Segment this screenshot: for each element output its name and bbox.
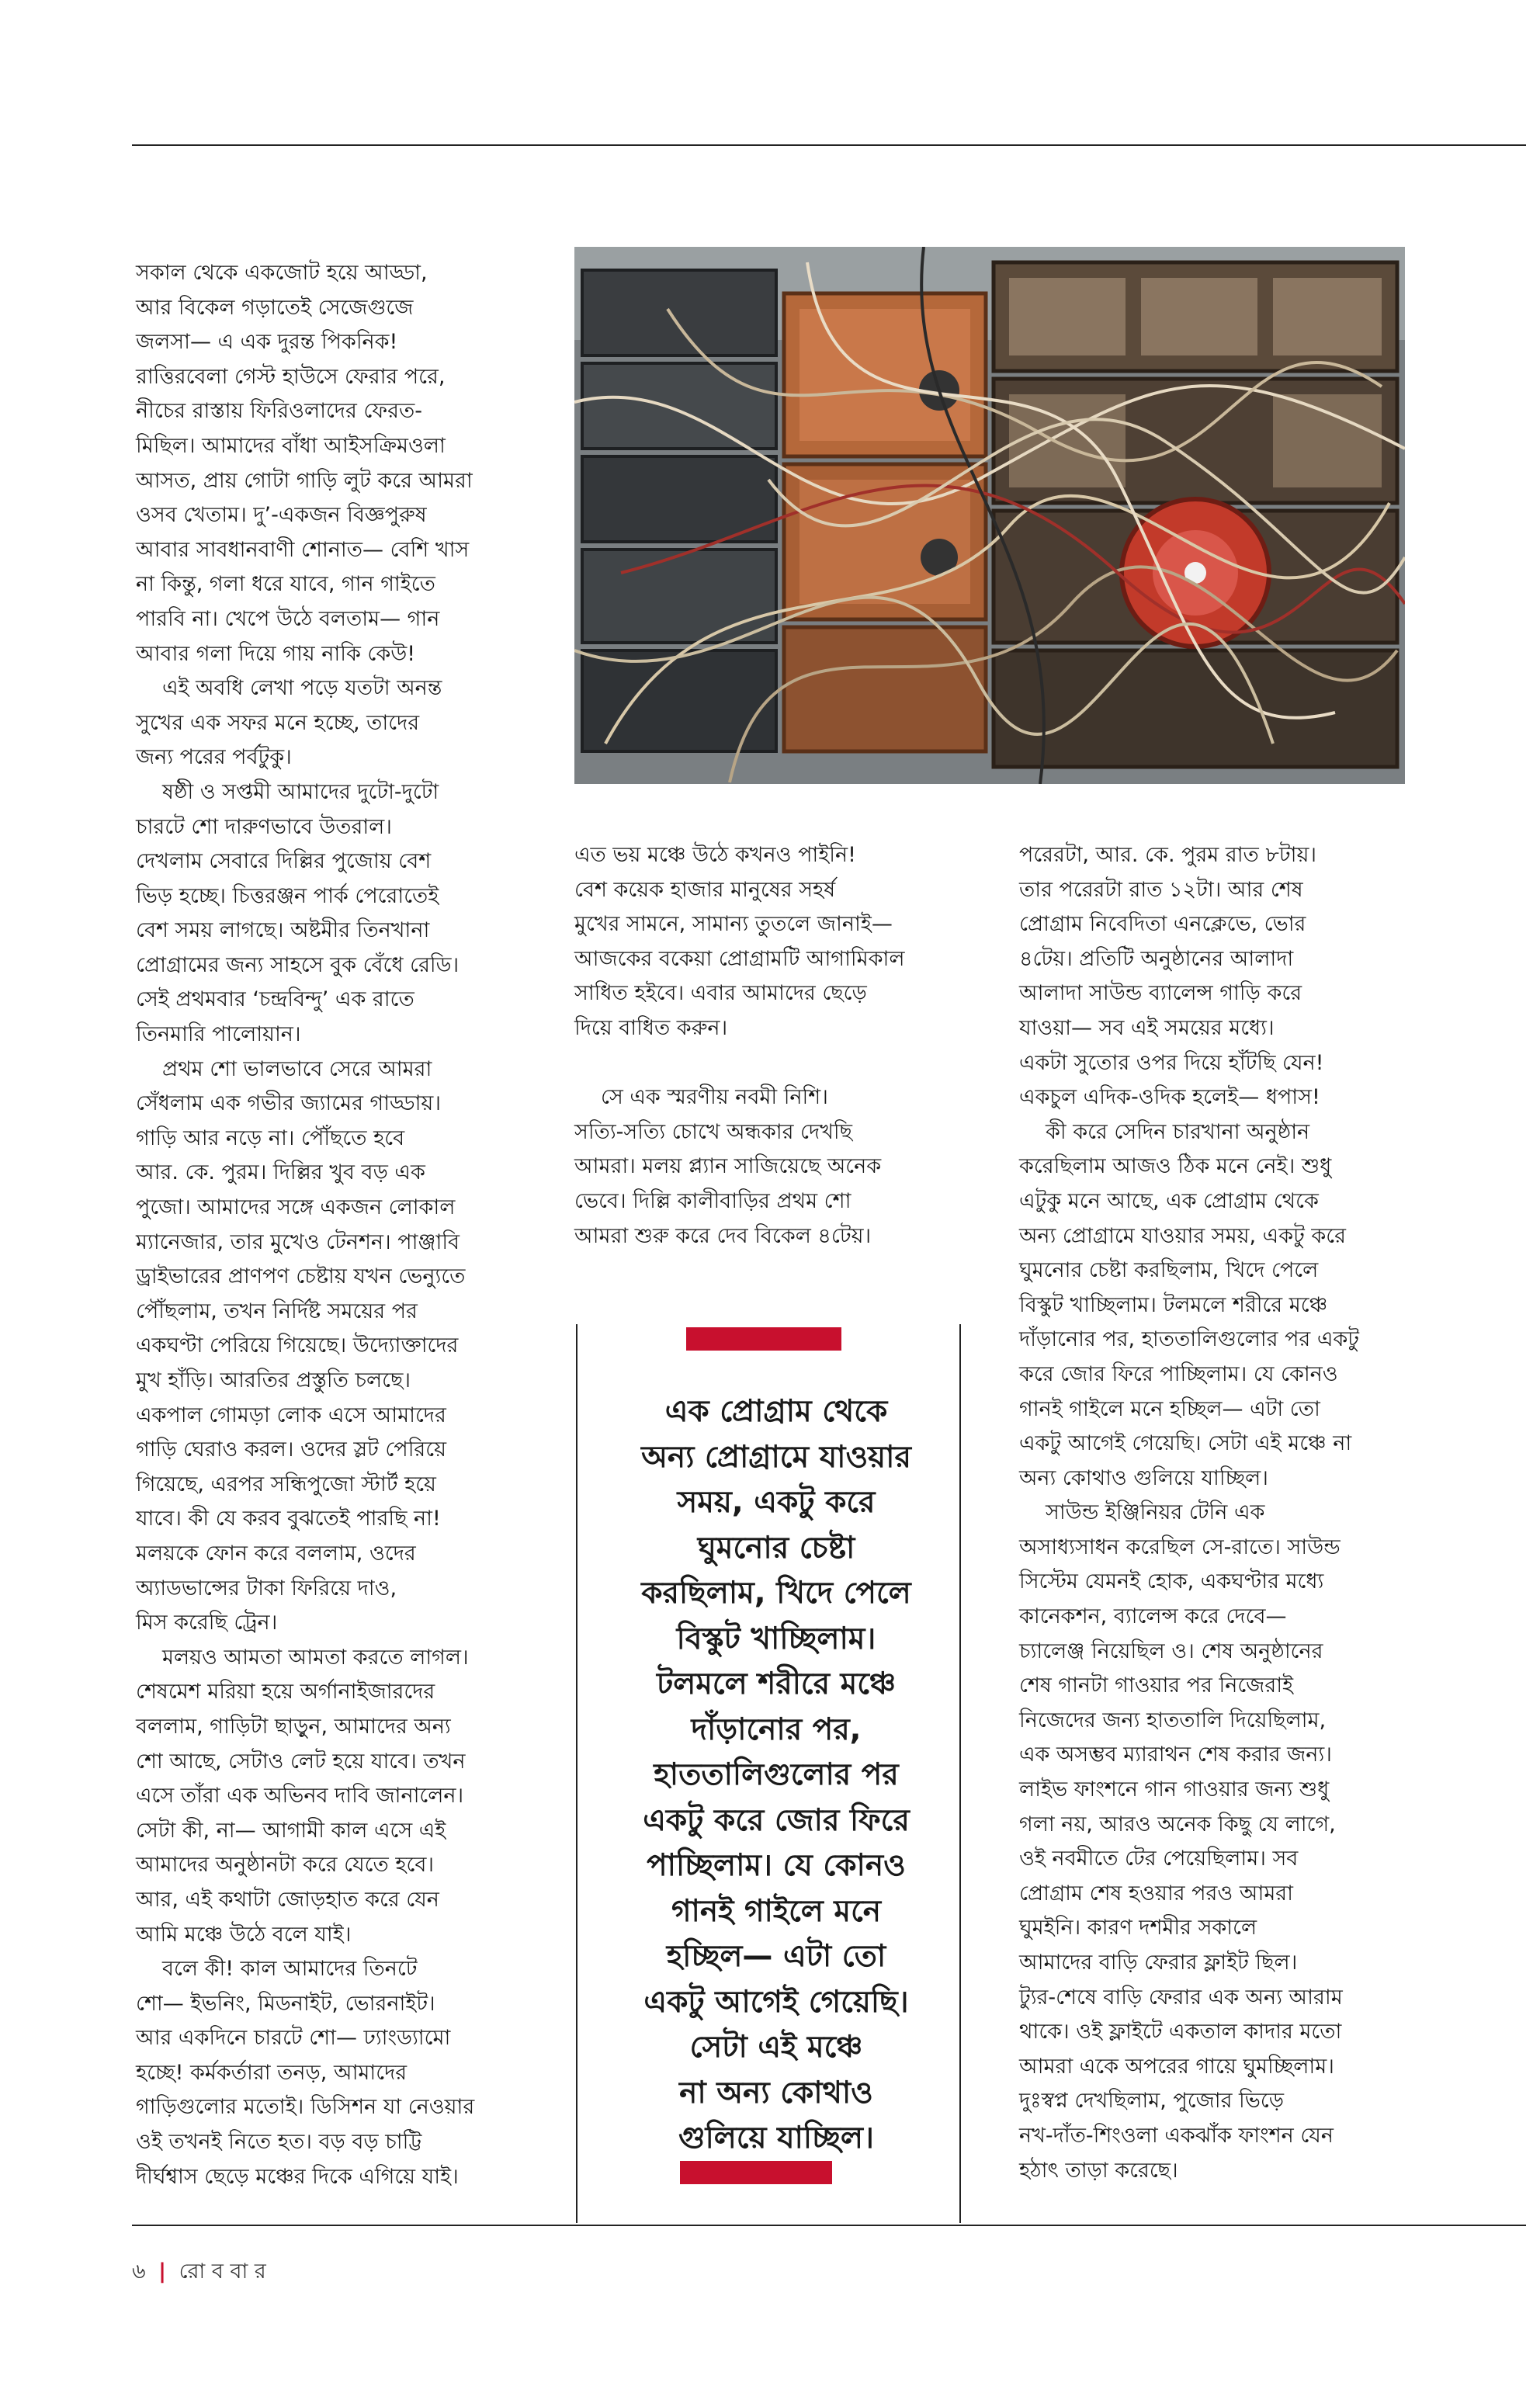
- page-footer: [132, 2256, 266, 2291]
- text-line: মুখ হাঁড়ি। আরতির প্রস্তুতি চলছে।: [136, 1368, 411, 1392]
- text-line: হঠাৎ তাড়া করেছে।: [1019, 2158, 1178, 2183]
- text-line: এত ভয় মঞ্চে উঠে কখনও পাইনি!: [574, 843, 856, 867]
- text-line: চ্যালেঞ্জ নিয়েছিল ও। শেষ অনুষ্ঠানের: [1019, 1639, 1323, 1663]
- pull-quote-line: ঘুমনোর চেষ্টা: [697, 1530, 855, 1566]
- pull-quote-line: সেটা এই মঞ্চে: [689, 2030, 863, 2065]
- text-line: একচুল এদিক-ওদিক হলেই— ধপাস!: [1019, 1085, 1320, 1110]
- text-line: বিস্কুট খাচ্ছিলাম। টলমলে শরীরে মঞ্চে: [1019, 1292, 1328, 1317]
- pull-quote-line: হাততালিগুলোর পর: [654, 1757, 899, 1792]
- text-line: করেছিলাম আজও ঠিক মনে নেই। শুধু: [1019, 1154, 1332, 1179]
- text-line: ওই তখনই নিতে হত। বড় বড় চাট্টি: [136, 2130, 422, 2155]
- text-line: দুঃস্বপ্ন দেখছিলাম, পুজোর ভিড়ে: [1019, 2089, 1284, 2114]
- text-line: আর, এই কথাটা জোড়হাত করে যেন: [136, 1887, 439, 1912]
- text-line: আমি মঞ্চে উঠে বলে যাই।: [136, 1922, 352, 1947]
- text-line: না কিন্তু, গলা ধরে যাবে, গান গাইতে: [136, 572, 435, 597]
- text-line: আলাদা সাউন্ড ব্যালেন্স গাড়ি করে: [1019, 981, 1302, 1006]
- text-line: দিয়ে বাধিত করুন।: [574, 1015, 728, 1040]
- text-line: বেশ সময় লাগছে। অষ্টমীর তিনখানা: [136, 918, 430, 943]
- text-line: প্রোগ্রাম শেষ হওয়ার পরও আমরা: [1019, 1881, 1293, 1906]
- pull-quote-line: দাঁড়ানোর পর,: [691, 1712, 862, 1747]
- text-line: নীচের রাস্তায় ফিরিওলাদের ফেরত-: [136, 399, 422, 424]
- text-line: অসাধ্যসাধন করেছিল সে-রাতে। সাউন্ড: [1019, 1535, 1341, 1559]
- bottom-rule: [132, 2225, 1526, 2226]
- text-line: মলয়ও আমতা আমতা করতে লাগল।: [162, 1645, 469, 1670]
- text-line: ওসব খেতাম। দু’-একজন বিজ্ঞপুরুষ: [136, 503, 427, 528]
- text-line: মলয়কে ফোন করে বললাম, ওদের: [136, 1541, 416, 1566]
- text-line: নখ-দাঁত-শিংওলা একঝাঁক ফাংশন যেন: [1019, 2123, 1334, 2148]
- text-line: একটা সুতোর ওপর দিয়ে হাঁটছি যেন!: [1019, 1050, 1324, 1075]
- text-line: তার পরেরটা রাত ১২টা। আর শেষ: [1019, 877, 1303, 902]
- text-line: গলা নয়, আরও অনেক কিছু যে লাগে,: [1019, 1812, 1336, 1836]
- text-line: সেটা কী, না— আগামী কাল এসে এই: [136, 1818, 446, 1843]
- right-column: [1019, 838, 1359, 2188]
- text-line: দীর্ঘশ্বাস ছেড়ে মঞ্চের দিকে এগিয়ে যাই।: [136, 2164, 459, 2189]
- text-line: অন্য কোথাও গুলিয়ে যাচ্ছিল।: [1019, 1465, 1268, 1490]
- text-line: প্রথম শো ভালভাবে সেরে আমরা: [162, 1056, 432, 1081]
- text-line: জন্য পরের পর্বটুকু।: [136, 745, 292, 770]
- pull-quote-line: সময়, একটু করে: [677, 1485, 876, 1520]
- text-line: বললাম, গাড়িটা ছাড়ুন, আমাদের অন্য: [136, 1714, 451, 1739]
- text-line: সত্যি-সত্যি চোখে অন্ধকার দেখছি: [574, 1119, 853, 1144]
- text-line: একপাল গোমড়া লোক এসে আমাদের: [136, 1403, 446, 1427]
- text-line: জলসা— এ এক দুরন্ত পিকনিক!: [136, 330, 398, 355]
- text-line: আর. কে. পুরম। দিল্লির খুব বড় এক: [136, 1160, 425, 1185]
- text-line: চারটে শো দারুণভাবে উতরাল।: [136, 814, 392, 839]
- text-line: গানই গাইলে মনে হচ্ছিল— এটা তো: [1019, 1396, 1320, 1421]
- pullquote-bottom-bar: [680, 2161, 832, 2184]
- text-line: হচ্ছে! কর্মকর্তারা তনড়, আমাদের: [136, 2060, 408, 2085]
- text-line: গাড়িগুলোর মতোই। ডিসিশন যা নেওয়ার: [136, 2095, 475, 2120]
- text-line: অ্যাডভান্সের টাকা ফিরিয়ে দাও,: [136, 1576, 397, 1601]
- pull-quote-line: অন্য প্রোগ্রামে যাওয়ার: [641, 1439, 911, 1475]
- text-line: ভেবে। দিল্লি কালীবাড়ির প্রথম শো: [574, 1188, 852, 1213]
- text-line: আসত, প্রায় গোটা গাড়ি লুট করে আমরা: [136, 468, 473, 493]
- text-line: ট্যুর-শেষে বাড়ি ফেরার এক অন্য আরাম: [1019, 1985, 1343, 2010]
- text-line: নিজেদের জন্য হাততালি দিয়েছিলাম,: [1019, 1708, 1327, 1732]
- middle-column: [574, 838, 904, 1254]
- text-line: আজকের বকেয়া প্রোগ্রামটি আগামিকাল: [574, 946, 905, 971]
- text-line: মিছিল। আমাদের বাঁধা আইসক্রিমওলা: [136, 433, 446, 458]
- text-line: অন্য প্রোগ্রামে যাওয়ার সময়, একটু করে: [1019, 1223, 1346, 1248]
- text-line: আমরা শুরু করে দেব বিকেল ৪টেয়।: [574, 1223, 872, 1248]
- text-line: সিস্টেম যেমনই হোক, একঘণ্টার মধ্যে: [1019, 1569, 1324, 1594]
- text-line: বেশ কয়েক হাজার মানুষের সহর্ষ: [574, 877, 836, 902]
- text-line: ঘুমইনি। কারণ দশমীর সকালে: [1019, 1916, 1257, 1940]
- pull-quote-line: এক প্রোগ্রাম থেকে: [664, 1394, 888, 1429]
- text-line: সুখের এক সফর মনে হচ্ছে, তাদের: [136, 710, 420, 735]
- text-line: আবার গলা দিয়ে গায় নাকি কেউ!: [136, 641, 416, 666]
- text-line: সকাল থেকে একজোট হয়ে আড্ডা,: [136, 261, 428, 285]
- text-line: [574, 1046, 904, 1081]
- left-column: [136, 256, 474, 2194]
- text-line: পরেরটা, আর. কে. পুরম রাত ৮টায়।: [1019, 843, 1317, 867]
- text-line: পৌঁছলাম, তখন নির্দিষ্ট সময়ের পর: [136, 1299, 418, 1323]
- pull-quote-line: একটু আগেই গেয়েছি।: [643, 1984, 909, 2020]
- text-line: আমরা একে অপরের গায়ে ঘুমচ্ছিলাম।: [1019, 2054, 1334, 2079]
- text-line: এটুকু মনে আছে, এক প্রোগ্রাম থেকে: [1019, 1188, 1319, 1213]
- text-line: ম্যানেজার, তার মুখেও টেনশন। পাঞ্জাবি: [136, 1229, 460, 1254]
- pull-quote-line: না অন্য কোথাও: [679, 2075, 873, 2110]
- text-line: দেখলাম সেবারে দিল্লির পুজোয় বেশ: [136, 849, 432, 874]
- text-line: তিনমারি পালোয়ান।: [136, 1022, 301, 1047]
- text-line: সাউন্ড ইঞ্জিনিয়র টেনি এক: [1046, 1500, 1265, 1525]
- text-line: গিয়েছে, এরপর সন্ধিপুজো স্টার্ট হয়ে: [136, 1472, 436, 1496]
- text-line: এক অসম্ভব ম্যারাথন শেষ করার জন্য।: [1019, 1743, 1332, 1767]
- text-line: শো— ইভনিং, মিডনাইট, ভোরনাইট।: [136, 1991, 435, 2016]
- text-line: সাধিত হইবে। এবার আমাদের ছেড়ে: [574, 981, 867, 1006]
- text-line: ৪টেয়। প্রতিটি অনুষ্ঠানের আলাদা: [1019, 946, 1294, 971]
- pullquote-left-rule: [576, 1324, 578, 2223]
- text-line: প্রোগ্রাম নিবেদিতা এনক্লেভে, ভোর: [1019, 912, 1306, 937]
- sound-equipment-photo: [574, 247, 1405, 784]
- text-line: সেই প্রথমবার ‘চন্দ্রবিন্দু’ এক রাতে: [136, 987, 414, 1012]
- text-line: প্রোগ্রামের জন্য সাহসে বুক বেঁধে রেডি।: [136, 952, 460, 977]
- text-line: আমরা। মলয় প্ল্যান সাজিয়েছে অনেক: [574, 1154, 882, 1179]
- footer-separator: |: [158, 2259, 167, 2284]
- text-line: আর একদিনে চারটে শো— ঢ্যাংড্যামো: [136, 2026, 451, 2051]
- text-line: আমাদের অনুষ্ঠানটা করে যেতে হবে।: [136, 1853, 435, 1878]
- pull-quote-line: বিস্কুট খাচ্ছিলাম।: [676, 1621, 876, 1656]
- text-line: ঘুমনোর চেষ্টা করছিলাম, খিদে পেলে: [1019, 1258, 1319, 1283]
- pull-quote-line: করছিলাম, খিদে পেলে: [641, 1576, 911, 1611]
- pullquote-top-bar: [686, 1327, 841, 1351]
- pull-quote-line: গুলিয়ে যাচ্ছিল।: [678, 2121, 874, 2155]
- text-line: সেঁধলাম এক গভীর জ্যামের গাড্ডায়।: [136, 1091, 441, 1116]
- text-line: ড্রাইভারের প্রাণপণ চেষ্টায় যখন ভেন্যুতে: [136, 1264, 466, 1289]
- text-line: যাবে। কী যে করব বুঝতেই পারছি না!: [136, 1507, 441, 1531]
- text-line: কী করে সেদিন চারখানা অনুষ্ঠান: [1046, 1119, 1310, 1144]
- text-line: এই অবধি লেখা পড়ে যতটা অনন্ত: [162, 676, 442, 701]
- text-line: পুজো। আমাদের সঙ্গে একজন লোকাল: [136, 1195, 456, 1220]
- text-line: শেষ গানটা গাওয়ার পর নিজেরাই: [1019, 1673, 1294, 1698]
- top-rule: [132, 144, 1526, 146]
- text-line: পারবি না। খেপে উঠে বলতাম— গান: [136, 606, 440, 631]
- text-line: সে এক স্মরণীয় নবমী নিশি।: [601, 1085, 828, 1110]
- magazine-name: রো ব বা র: [179, 2259, 266, 2284]
- pull-quote: [586, 1389, 966, 2162]
- text-line: করে জোর ফিরে পাচ্ছিলাম। যে কোনও: [1019, 1361, 1338, 1386]
- text-line: একঘণ্টা পেরিয়ে গিয়েছে। উদ্যোক্তাদের: [136, 1333, 459, 1358]
- text-line: আবার সাবধানবাণী শোনাত— বেশি খাস: [136, 537, 470, 562]
- text-line: লাইভ ফাংশনে গান গাওয়ার জন্য শুধু: [1019, 1777, 1330, 1802]
- text-line: থাকে। ওই ফ্লাইটে একতাল কাদার মতো: [1019, 2020, 1342, 2044]
- pull-quote-line: পাচ্ছিলাম। যে কোনও: [647, 1848, 906, 1883]
- text-line: আর বিকেল গড়াতেই সেজেগুজে: [136, 295, 414, 320]
- text-line: আমাদের বাড়ি ফেরার ফ্লাইট ছিল।: [1019, 1951, 1298, 1975]
- text-line: গাড়ি ঘেরাও করল। ওদের স্লট পেরিয়ে: [136, 1438, 447, 1462]
- pull-quote-line: হচ্ছিল— এটা তো: [666, 1939, 886, 1974]
- text-line: শেষমেশ মরিয়া হয়ে অর্গানাইজারদের: [136, 1680, 435, 1705]
- speaker-stack-image: [574, 247, 1405, 784]
- text-line: মুখের সামনে, সামান্য তুতলে জানাই—: [574, 912, 893, 937]
- text-line: শো আছে, সেটাও লেট হয়ে যাবে। তখন: [136, 1749, 466, 1774]
- text-line: যাওয়া— সব এই সময়ের মধ্যে।: [1019, 1015, 1275, 1040]
- text-line: কানেকশন, ব্যালেন্স করে দেবে—: [1019, 1604, 1287, 1629]
- text-line: ওই নবমীতে টের পেয়েছিলাম। সব: [1019, 1847, 1299, 1871]
- text-line: ভিড় হচ্ছে। চিত্তরঞ্জন পার্ক পেরোতেই: [136, 883, 439, 908]
- text-line: বলে কী! কাল আমাদের তিনটে: [162, 1957, 418, 1982]
- pull-quote-line: টলমলে শরীরে মঞ্চে: [656, 1666, 897, 1701]
- text-line: মিস করেছি ট্রেন।: [136, 1611, 278, 1635]
- page-number: ৬: [132, 2259, 146, 2284]
- pull-quote-line: গানই গাইলে মনে: [671, 1893, 882, 1929]
- text-line: রাত্তিরবেলা গেস্ট হাউসে ফেরার পরে,: [136, 364, 446, 389]
- pull-quote-line: একটু করে জোর ফিরে: [643, 1802, 910, 1838]
- text-line: একটু আগেই গেয়েছি। সেটা এই মঞ্চে না: [1019, 1431, 1352, 1456]
- text-line: গাড়ি আর নড়ে না। পৌঁছতে হবে: [136, 1125, 405, 1150]
- text-line: এসে তাঁরা এক অভিনব দাবি জানালেন।: [136, 1784, 464, 1809]
- text-line: ষষ্ঠী ও সপ্তমী আমাদের দুটো-দুটো: [162, 779, 439, 804]
- text-line: দাঁড়ানোর পর, হাততালিগুলোর পর একটু: [1019, 1327, 1359, 1352]
